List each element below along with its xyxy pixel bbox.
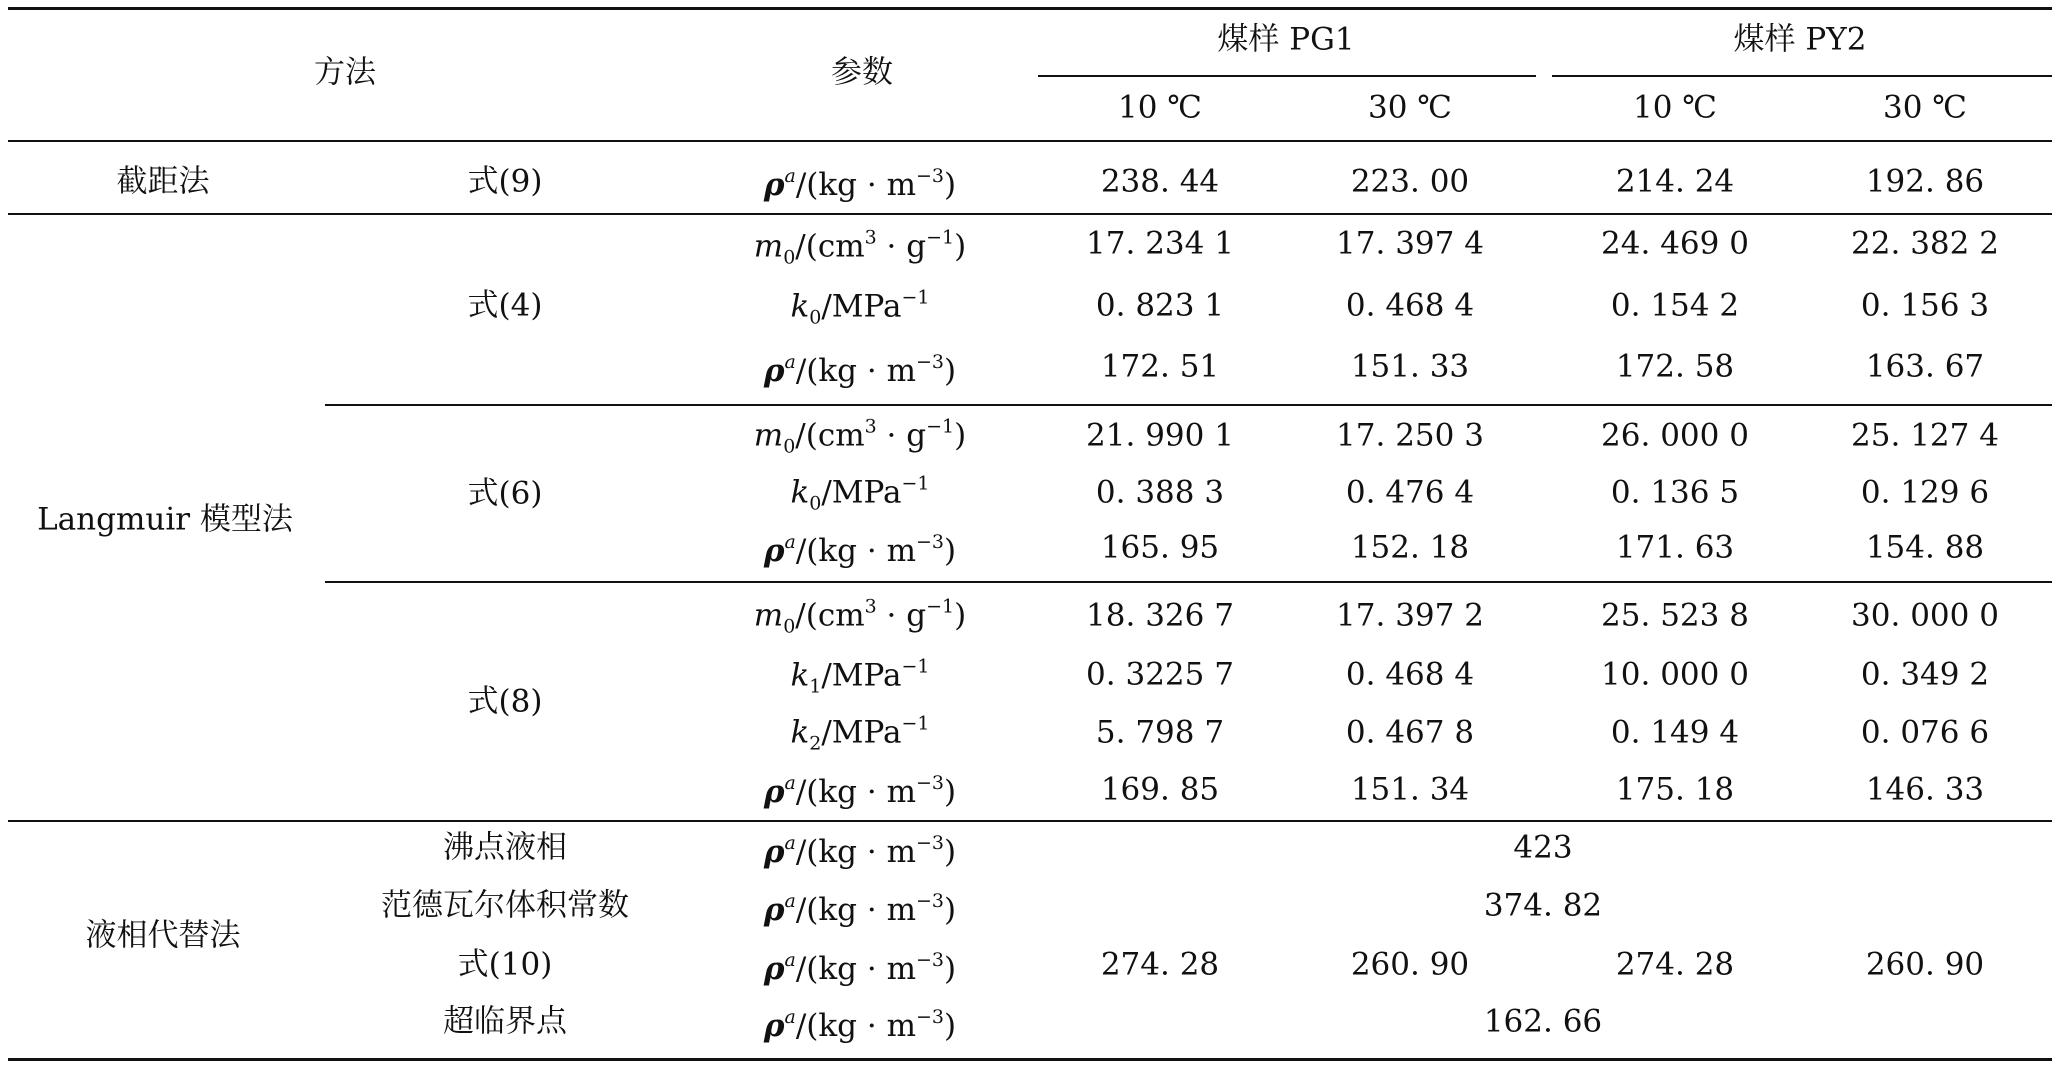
- subgroup-eq4: 式(4): [467, 287, 543, 324]
- table-cell: 0. 467 8: [1345, 714, 1475, 751]
- table-cell: 0. 154 2: [1610, 287, 1740, 324]
- table-cell: 5. 798 7: [1095, 714, 1225, 751]
- table-cell: 0. 129 6: [1860, 474, 1990, 511]
- subgroup-eq9: 式(9): [467, 163, 543, 200]
- table-cell: 260. 90: [1865, 946, 1985, 983]
- table-cell: 22. 382 2: [1851, 225, 1999, 262]
- table-cell: 17. 234 1: [1086, 225, 1234, 262]
- table-cell: 165. 95: [1100, 529, 1220, 566]
- table-cell: 18. 326 7: [1086, 597, 1234, 634]
- table-cell: 192. 86: [1865, 163, 1985, 200]
- table-cell: 17. 397 2: [1336, 597, 1484, 634]
- table-cell: 163. 67: [1865, 348, 1985, 385]
- table-cell: 17. 397 4: [1336, 225, 1484, 262]
- param-rho: $\rho^a/(kg \cdot m^{-3})$: [763, 949, 957, 987]
- table-cell: 0. 076 6: [1860, 714, 1990, 751]
- param-k0: $k_0/MPa^{-1}$: [790, 472, 930, 515]
- table-cell: 0. 349 2: [1860, 656, 1990, 693]
- subgroup-eq6: 式(6): [467, 475, 543, 512]
- table-cell: 152. 18: [1350, 529, 1470, 566]
- param-rho: $\rho^a/(kg \cdot m^{-3})$: [763, 351, 957, 389]
- table-cell: 26. 000 0: [1601, 417, 1749, 454]
- table-cell: 0. 468 4: [1345, 287, 1475, 324]
- table-cell: 0. 136 5: [1610, 474, 1740, 511]
- table-cell: 171. 63: [1615, 529, 1735, 566]
- param-rho: $\rho^a/(kg \cdot m^{-3})$: [763, 832, 957, 870]
- param-rho: $\rho^a/(kg \cdot m^{-3})$: [763, 165, 957, 203]
- param-rho: $\rho^a/(kg \cdot m^{-3})$: [763, 531, 957, 569]
- group-langmuir: Langmuir 模型法: [37, 501, 293, 538]
- pg1-underline: [1038, 75, 1536, 77]
- top-rule: [8, 7, 2052, 10]
- header-method: 方法: [314, 54, 376, 91]
- table-cell: 238. 44: [1100, 163, 1220, 200]
- group-liquid: 液相代替法: [85, 917, 241, 954]
- table-cell: 274. 28: [1615, 946, 1735, 983]
- param-rho: $\rho^a/(kg \cdot m^{-3})$: [763, 890, 957, 928]
- param-m0: $m_0/(cm^3 \cdot g^{-1})$: [753, 595, 967, 638]
- table-cell-merged: 162. 66: [1483, 1003, 1603, 1040]
- table-cell: 154. 88: [1865, 529, 1985, 566]
- table-cell: 169. 85: [1100, 771, 1220, 808]
- table-cell: 274. 28: [1100, 946, 1220, 983]
- subgroup-eq8: 式(8): [467, 683, 543, 720]
- table-cell: 25. 127 4: [1851, 417, 1999, 454]
- table-cell-merged: 423: [1513, 829, 1573, 866]
- param-m0: $m_0/(cm^3 \cdot g^{-1})$: [753, 415, 967, 458]
- table-cell: 30. 000 0: [1851, 597, 1999, 634]
- table-cell-merged: 374. 82: [1483, 887, 1603, 924]
- header-rule: [8, 140, 2052, 142]
- table-cell: 260. 90: [1350, 946, 1470, 983]
- rule-after-eq4: [325, 404, 2052, 406]
- rule-after-eq6: [325, 581, 2052, 583]
- table-cell: 172. 51: [1100, 348, 1220, 385]
- table-cell: 151. 33: [1350, 348, 1470, 385]
- table-cell: 0. 156 3: [1860, 287, 1990, 324]
- table-cell: 0. 388 3: [1095, 474, 1225, 511]
- table-cell: 151. 34: [1350, 771, 1470, 808]
- header-temp: 10 ℃: [1633, 89, 1717, 126]
- table-cell: 146. 33: [1865, 771, 1985, 808]
- table-cell: 0. 823 1: [1095, 287, 1225, 324]
- header-sample-pg1: 煤样 PG1: [1217, 21, 1355, 58]
- header-param: 参数: [831, 54, 893, 91]
- subgroup-boiling: 沸点液相: [443, 829, 567, 866]
- subgroup-vdw: 范德瓦尔体积常数: [381, 887, 629, 924]
- header-sample-py2: 煤样 PY2: [1733, 21, 1867, 58]
- table-cell: 0. 3225 7: [1086, 656, 1234, 693]
- table-cell: 0. 149 4: [1610, 714, 1740, 751]
- table-cell: 21. 990 1: [1086, 417, 1234, 454]
- param-k2: $k_2/MPa^{-1}$: [790, 712, 930, 755]
- table-cell: 175. 18: [1615, 771, 1735, 808]
- bottom-rule: [8, 1058, 2052, 1061]
- param-rho: $\rho^a/(kg \cdot m^{-3})$: [763, 1006, 957, 1044]
- table-cell: 223. 00: [1350, 163, 1470, 200]
- header-temp: 30 ℃: [1368, 89, 1452, 126]
- table-cell: 17. 250 3: [1336, 417, 1484, 454]
- param-k0: $k_0/MPa^{-1}$: [790, 286, 930, 329]
- rule-after-intercept: [8, 213, 2052, 215]
- param-rho: $\rho^a/(kg \cdot m^{-3})$: [763, 772, 957, 810]
- table-cell: 214. 24: [1615, 163, 1735, 200]
- table-cell: 0. 476 4: [1345, 474, 1475, 511]
- rule-after-langmuir: [8, 820, 2052, 822]
- table-cell: 172. 58: [1615, 348, 1735, 385]
- header-temp: 30 ℃: [1883, 89, 1967, 126]
- param-m0: $m_0/(cm^3 \cdot g^{-1})$: [753, 226, 967, 269]
- table-cell: 25. 523 8: [1601, 597, 1749, 634]
- table-cell: 24. 469 0: [1601, 225, 1749, 262]
- table-cell: 10. 000 0: [1601, 656, 1749, 693]
- py2-underline: [1552, 75, 2052, 77]
- subgroup-eq10: 式(10): [457, 946, 553, 983]
- group-intercept: 截距法: [116, 163, 210, 200]
- subgroup-supercritical: 超临界点: [443, 1003, 567, 1040]
- header-temp: 10 ℃: [1118, 89, 1202, 126]
- table-cell: 0. 468 4: [1345, 656, 1475, 693]
- param-k1: $k_1/MPa^{-1}$: [790, 655, 930, 698]
